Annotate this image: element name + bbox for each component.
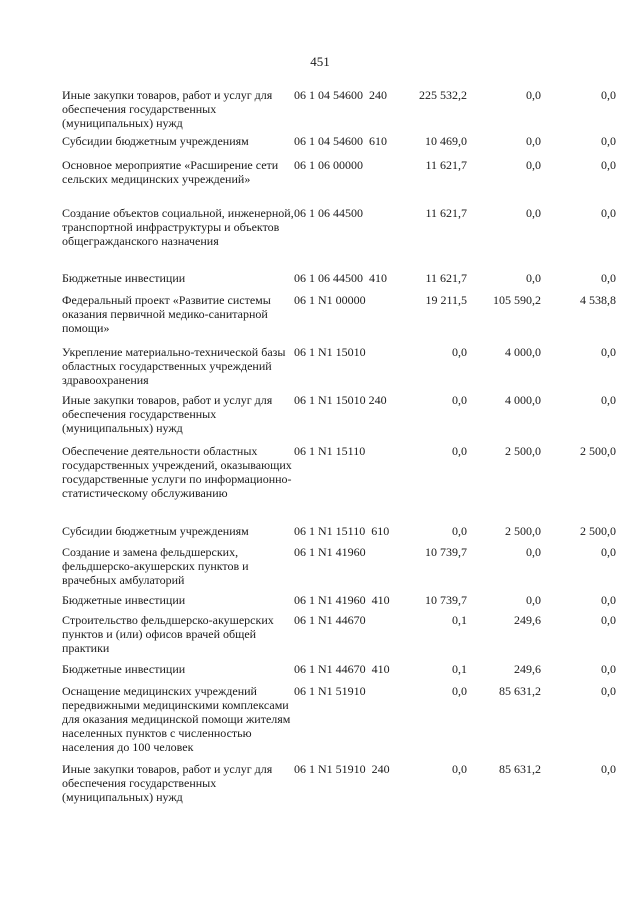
row-value-2: 0,0 xyxy=(526,158,541,172)
table-row xyxy=(0,393,640,444)
row-name: Иные закупки товаров, работ и услуг для обеспечения государственных (муниципальных) нужд xyxy=(62,88,273,130)
row-code: 06 1 06 00000 xyxy=(294,158,363,172)
row-code: 06 1 N1 15010 xyxy=(294,345,366,359)
row-code: 06 1 N1 51910 240 xyxy=(294,762,390,776)
row-value-1: 11 621,7 xyxy=(425,206,467,220)
row-value-2: 85 631,2 xyxy=(499,684,541,698)
row-value-1: 0,0 xyxy=(452,762,467,776)
row-value-3: 0,0 xyxy=(601,345,616,359)
page-number: 451 xyxy=(310,54,330,69)
row-code: 06 1 N1 00000 xyxy=(294,293,366,307)
row-value-3: 0,0 xyxy=(601,613,616,627)
table-row xyxy=(0,613,640,662)
row-code: 06 1 N1 15110 xyxy=(294,444,366,458)
row-name: Создание объектов социальной, инженерной, транспортной инфраструктуры и объектов общегражданского назначения xyxy=(62,206,294,248)
row-value-2: 0,0 xyxy=(526,206,541,220)
row-value-2: 0,0 xyxy=(526,134,541,148)
row-value-1: 0,0 xyxy=(452,393,467,407)
row-value-1: 0,0 xyxy=(452,444,467,458)
row-name: Бюджетные инвестиции xyxy=(62,271,186,285)
table-row xyxy=(0,524,640,545)
row-code: 06 1 04 54600 240 xyxy=(294,88,387,102)
table-row xyxy=(0,134,640,158)
row-name: Основное мероприятие «Расширение сети сельских медицинских учреждений» xyxy=(62,158,279,186)
row-value-1: 10 739,7 xyxy=(425,593,467,607)
row-code: 06 1 N1 44670 xyxy=(294,613,366,627)
table-row xyxy=(0,293,640,345)
row-value-3: 0,0 xyxy=(601,662,616,676)
row-value-2: 105 590,2 xyxy=(493,293,541,307)
row-value-1: 0,0 xyxy=(452,684,467,698)
row-value-2: 2 500,0 xyxy=(505,524,541,538)
row-value-1: 10 469,0 xyxy=(425,134,467,148)
row-value-1: 10 739,7 xyxy=(425,545,467,559)
row-value-1: 225 532,2 xyxy=(419,88,467,102)
table-row xyxy=(0,762,640,812)
row-value-3: 2 500,0 xyxy=(580,444,616,458)
row-code: 06 1 04 54600 610 xyxy=(294,134,387,148)
row-value-2: 0,0 xyxy=(526,271,541,285)
row-value-3: 2 500,0 xyxy=(580,524,616,538)
row-value-3: 0,0 xyxy=(601,545,616,559)
row-value-3: 0,0 xyxy=(601,593,616,607)
row-name: Строительство фельдшерско-акушерских пунктов и (или) офисов врачей общей практики xyxy=(62,613,274,655)
row-code: 06 1 N1 51910 xyxy=(294,684,366,698)
table-row xyxy=(0,88,640,134)
row-code: 06 1 N1 15010 240 xyxy=(294,393,387,407)
table-row xyxy=(0,684,640,762)
row-value-3: 0,0 xyxy=(601,271,616,285)
row-value-2: 85 631,2 xyxy=(499,762,541,776)
row-value-1: 19 211,5 xyxy=(425,293,467,307)
row-name: Бюджетные инвестиции xyxy=(62,662,186,676)
row-code: 06 1 N1 41960 xyxy=(294,545,366,559)
budget-table xyxy=(0,88,640,812)
row-name: Оснащение медицинских учреждений передвижными медицинскими комплексами для оказания медицинской помощи жителям населенных пунктов с численностью населения до 100 человек xyxy=(62,684,291,754)
row-value-3: 0,0 xyxy=(601,88,616,102)
row-value-3: 0,0 xyxy=(601,206,616,220)
row-value-1: 0,1 xyxy=(452,662,467,676)
row-value-3: 4 538,8 xyxy=(580,293,616,307)
row-value-1: 11 621,7 xyxy=(425,158,467,172)
row-value-2: 4 000,0 xyxy=(505,393,541,407)
row-code: 06 1 N1 41960 410 xyxy=(294,593,390,607)
table-row xyxy=(0,271,640,293)
row-value-2: 0,0 xyxy=(526,593,541,607)
row-name: Федеральный проект «Развитие системы оказания первичной медико-санитарной помощи» xyxy=(62,293,271,335)
row-name: Субсидии бюджетным учреждениям xyxy=(62,524,249,538)
row-code: 06 1 N1 44670 410 xyxy=(294,662,390,676)
table-row xyxy=(0,206,640,271)
row-value-2: 4 000,0 xyxy=(505,345,541,359)
table-row xyxy=(0,545,640,593)
row-value-3: 0,0 xyxy=(601,684,616,698)
table-row xyxy=(0,444,640,524)
row-value-2: 0,0 xyxy=(526,88,541,102)
row-name: Субсидии бюджетным учреждениям xyxy=(62,134,249,148)
table-row xyxy=(0,593,640,613)
row-name: Укрепление материально-технической базы областных государственных учреждений здравоохранения xyxy=(62,345,286,387)
table-row xyxy=(0,158,640,206)
row-code: 06 1 06 44500 xyxy=(294,206,363,220)
row-value-1: 0,0 xyxy=(452,345,467,359)
row-name: Бюджетные инвестиции xyxy=(62,593,186,607)
row-name: Иные закупки товаров, работ и услуг для обеспечения государственных (муниципальных) нужд xyxy=(62,393,273,435)
row-value-1: 0,0 xyxy=(452,524,467,538)
row-name: Обеспечение деятельности областных государственных учреждений, оказывающих государственные услуги по информационно-статистическому обслуживанию xyxy=(62,444,292,500)
row-code: 06 1 N1 15110 610 xyxy=(294,524,390,538)
row-value-3: 0,0 xyxy=(601,393,616,407)
row-value-2: 249,6 xyxy=(514,613,541,627)
row-value-3: 0,0 xyxy=(601,134,616,148)
row-value-3: 0,0 xyxy=(601,762,616,776)
row-name: Создание и замена фельдшерских, фельдшерско-акушерских пунктов и врачебных амбулаторий xyxy=(62,545,249,587)
row-value-2: 0,0 xyxy=(526,545,541,559)
row-value-2: 249,6 xyxy=(514,662,541,676)
row-value-1: 11 621,7 xyxy=(425,271,467,285)
row-value-3: 0,0 xyxy=(601,158,616,172)
row-value-2: 2 500,0 xyxy=(505,444,541,458)
row-value-1: 0,1 xyxy=(452,613,467,627)
row-code: 06 1 06 44500 410 xyxy=(294,271,387,285)
table-row xyxy=(0,662,640,684)
row-name: Иные закупки товаров, работ и услуг для обеспечения государственных (муниципальных) нужд xyxy=(62,762,273,804)
table-row xyxy=(0,345,640,393)
